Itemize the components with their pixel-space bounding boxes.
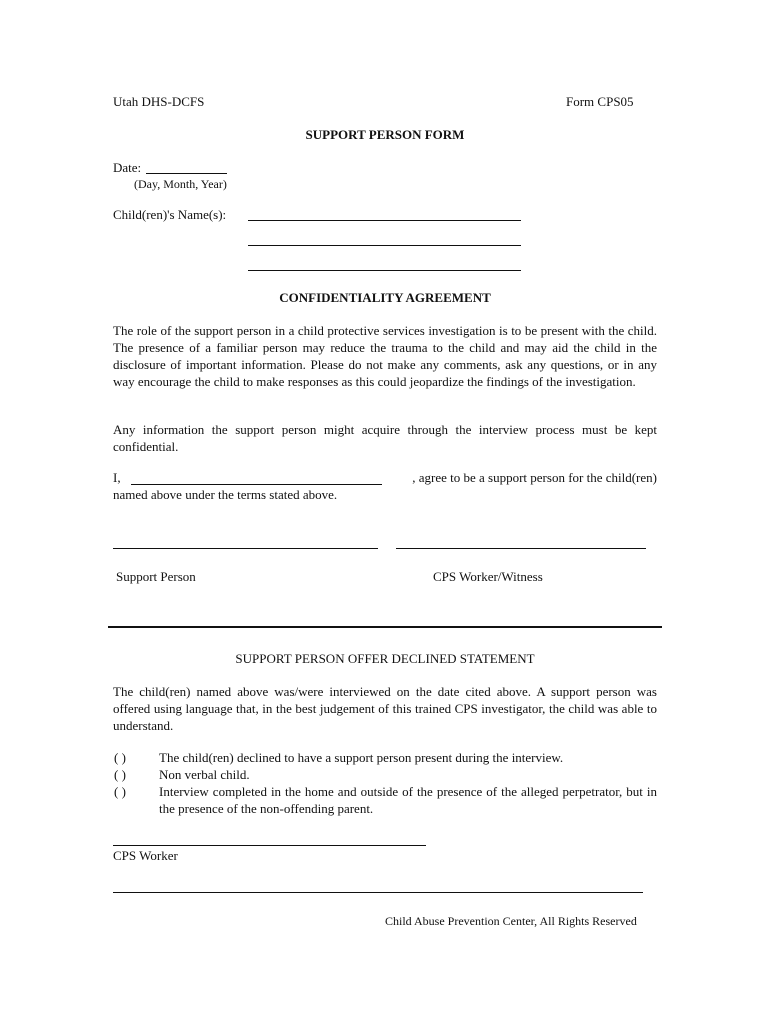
pledge-prefix: I, xyxy=(113,470,121,485)
option-checkbox[interactable]: ( ) xyxy=(114,784,126,799)
copyright-notice: Child Abuse Prevention Center, All Rights Reserved xyxy=(385,914,637,928)
support-person-name-line[interactable] xyxy=(131,484,382,485)
agreement-paragraph-2: Any information the support person might acquire through the interview process must be kept confidential. xyxy=(113,422,657,454)
option-text: The child(ren) declined to have a support person present during the interview. xyxy=(159,750,564,765)
support-person-signature-line[interactable] xyxy=(113,548,378,549)
witness-signature-line[interactable] xyxy=(396,548,646,549)
option-text: Non verbal child. xyxy=(159,767,250,782)
declined-heading: SUPPORT PERSON OFFER DECLINED STATEMENT xyxy=(235,651,535,666)
form-number: Form CPS05 xyxy=(566,94,634,109)
option-checkbox[interactable]: ( ) xyxy=(114,767,126,782)
support-person-label: Support Person xyxy=(116,569,196,584)
pledge-line-2: named above under the terms stated above. xyxy=(113,487,338,502)
children-names-label: Child(ren)'s Name(s): xyxy=(113,207,227,222)
cps-worker-label: CPS Worker xyxy=(113,848,178,863)
agreement-heading: CONFIDENTIALITY AGREEMENT xyxy=(279,290,491,305)
page-title: SUPPORT PERSON FORM xyxy=(305,127,465,142)
child-name-line-1[interactable] xyxy=(248,220,521,221)
declined-paragraph: The child(ren) named above was/were interviewed on the date cited above. A support person was offered using language that, in the best judgement of this trained CPS investigator, the child was able to understand. xyxy=(113,684,657,733)
section-divider xyxy=(108,626,662,628)
footer-rule xyxy=(113,892,643,893)
option-checkbox[interactable]: ( ) xyxy=(114,750,126,765)
child-name-line-3[interactable] xyxy=(248,270,521,271)
date-format-hint: (Day, Month, Year) xyxy=(134,177,227,191)
date-label: Date: xyxy=(113,160,142,175)
agreement-paragraph-1: The role of the support person in a child protective services investigation is to be present with the child. The presence of a familiar person may reduce the trauma to the child and may aid the child in the disclosure of important information. Please do not make any comments, ask any questions, or in any way encourage the child to make responses as this could jeopardize the findings of the investigation. xyxy=(113,323,657,389)
agency-name: Utah DHS-DCFS xyxy=(113,94,205,109)
date-field-line[interactable] xyxy=(146,173,227,174)
child-name-line-2[interactable] xyxy=(248,245,521,246)
option-text: Interview completed in the home and outside of the presence of the alleged perpetrator, but in the presence of the non-offending parent. xyxy=(159,784,657,816)
witness-label: CPS Worker/Witness xyxy=(433,569,543,584)
cps-worker-signature-line[interactable] xyxy=(113,845,426,846)
pledge-suffix: , agree to be a support person for the child(ren) xyxy=(412,470,657,485)
